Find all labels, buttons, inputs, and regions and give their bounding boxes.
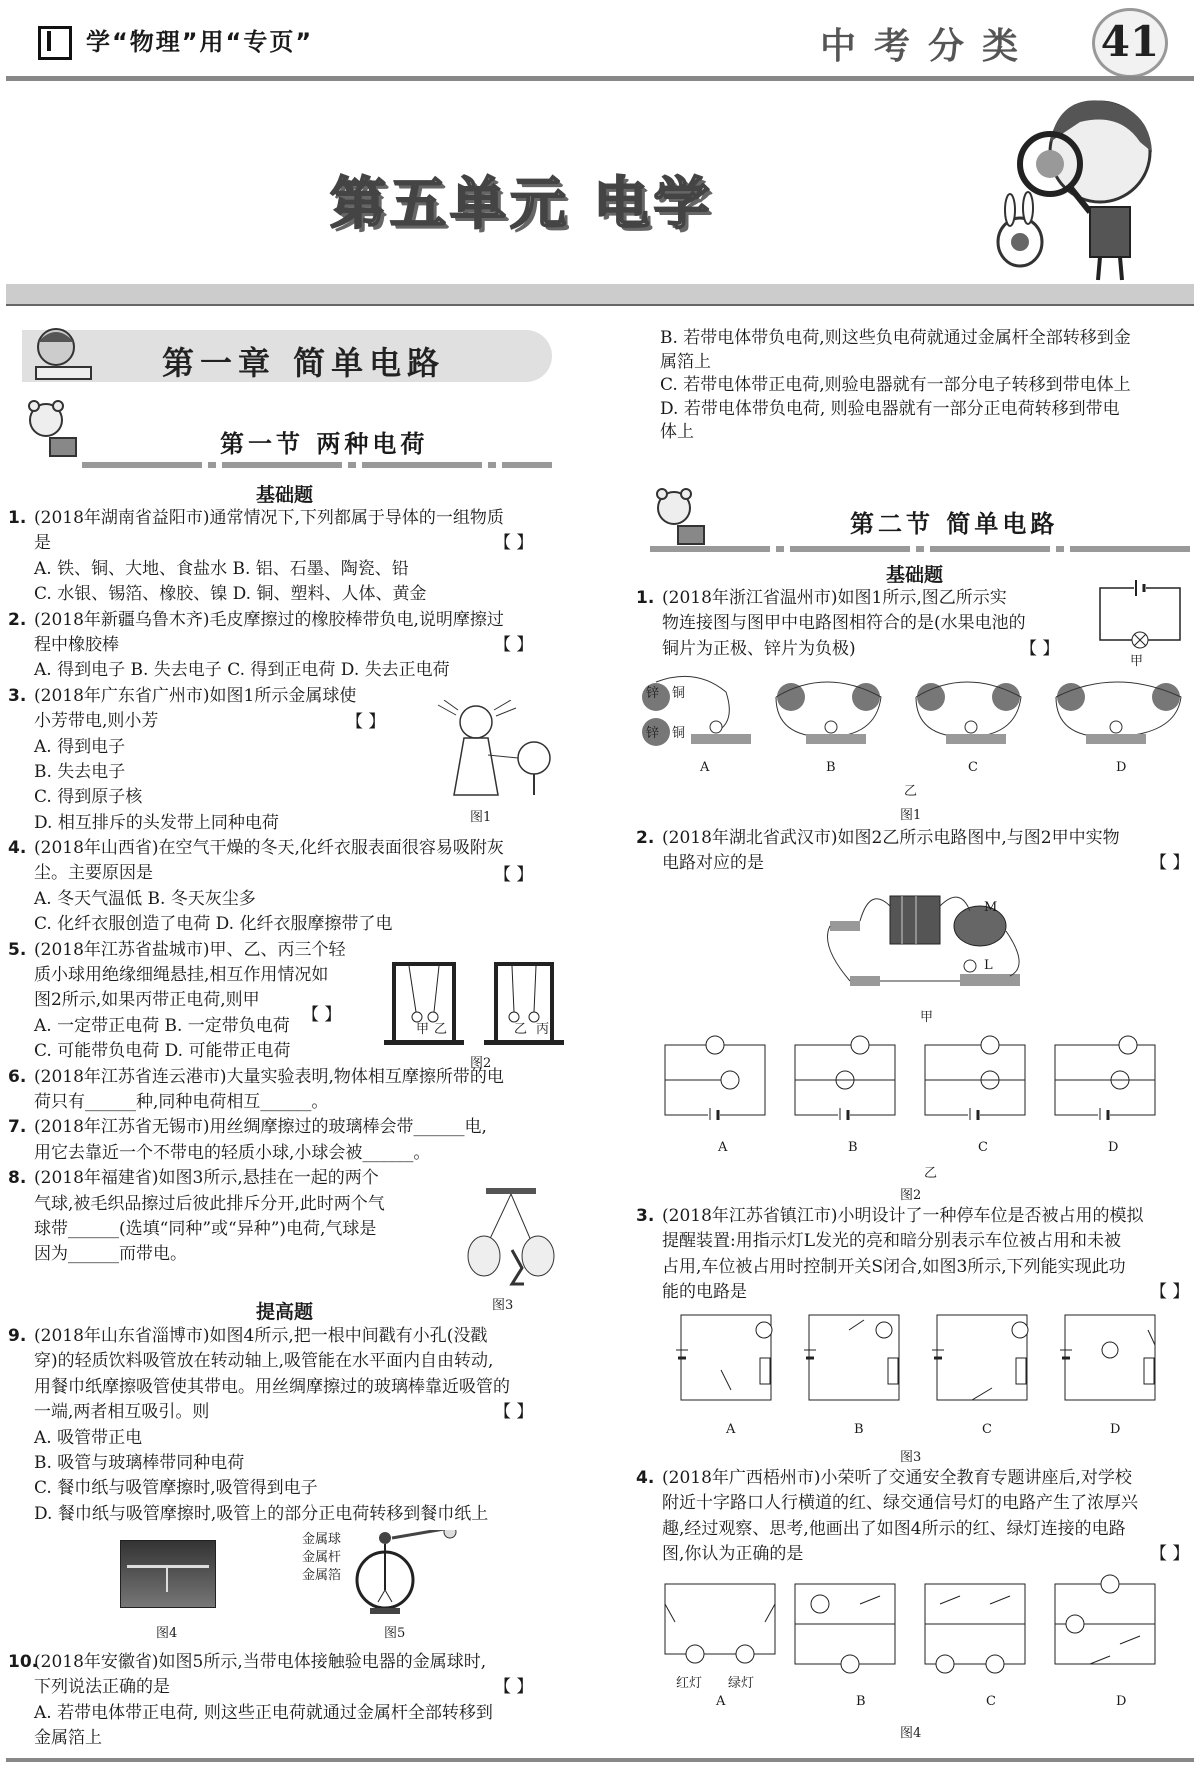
fig1-opt-C: C: [968, 760, 978, 775]
question-number: 9.: [8, 1326, 27, 1346]
text-line: [636, 1491, 1196, 1516]
rq1-bracket: 【 】: [1020, 639, 1060, 659]
fig4-caption-right: 图4: [900, 1726, 922, 1741]
text-line: [8, 1115, 568, 1140]
left-questions-block-3: [8, 1650, 568, 1752]
question-text: 铜片为正极、锌片为负极): [662, 638, 856, 659]
fig1-circuit-jia: [1090, 580, 1190, 650]
q10-bracket: 【 】: [494, 1677, 534, 1697]
question-text: 占用,车位被占用时控制开关S闭合,如图3所示,下列能实现此功: [662, 1256, 1126, 1277]
text-line: [8, 658, 568, 683]
book-logo-icon: [38, 26, 72, 60]
text-line: [8, 633, 568, 658]
rq2-bracket: 【 】: [1150, 853, 1190, 873]
text-line: [636, 1466, 1196, 1491]
header-right: 中考分类: [820, 26, 1037, 67]
fig4-opt-D: D: [1116, 1694, 1127, 1709]
question-text: 用它去靠近一个不带电的轻质小球,小球会被______。: [34, 1142, 431, 1163]
text-line: [636, 851, 1196, 876]
question-text: 图,你认为正确的是: [662, 1544, 804, 1565]
question-number: 1.: [8, 508, 27, 528]
question-text: (2018年新疆乌鲁木齐)毛皮摩擦过的橡胶棒带负电,说明摩擦过: [34, 609, 504, 630]
text-line: [8, 1451, 568, 1476]
text-line: [636, 826, 1196, 851]
question-text: 图2所示,如果丙带正电荷,则甲: [34, 990, 260, 1011]
question-text: C. 餐巾纸与吸管摩擦时,吸管得到电子: [34, 1478, 318, 1499]
fig1-fruit-circuits: [636, 672, 1196, 752]
text-line: D. 若带电体带负电荷, 则验电器就有一部分正电荷转移到带电: [660, 398, 1120, 419]
title-band: [6, 284, 1194, 306]
fig1-girl-ball: [436, 700, 556, 800]
reading-girl-icon: [26, 322, 106, 392]
question-text: 小芳带电,则小芳: [34, 711, 159, 732]
question-text: (2018年湖北省武汉市)如图2乙所示电路图中,与图2甲中实物: [662, 828, 1120, 848]
q4-bracket: 【 】: [494, 865, 534, 885]
question-number: 3.: [8, 685, 27, 706]
text-line: [8, 1400, 568, 1425]
question-text: 尘。主要原因是: [34, 863, 153, 884]
section1-title: 第一节 两种电荷: [220, 430, 429, 458]
question-text: B. 失去电子: [34, 761, 126, 782]
fig3-opt-C: C: [982, 1422, 992, 1437]
text-line: [8, 506, 568, 531]
bear-reading-icon-2: [648, 486, 708, 548]
text-line: [8, 1650, 568, 1675]
text-line: [8, 1141, 568, 1166]
question-text: 下列说法正确的是: [34, 1677, 170, 1698]
question-text: 穿)的轻质饮料吸管放在转动轴上,吸管能在水平面内自由转动,: [34, 1351, 494, 1372]
question-text: C. 化纤衣服创造了电荷 D. 化纤衣服摩擦带了电: [34, 914, 393, 935]
question-text: A. 一定带正电荷 B. 一定带负电荷: [34, 1015, 290, 1036]
copper-label-1: 铜: [672, 686, 686, 701]
text-line: [8, 1090, 568, 1115]
q2-bracket: 【 】: [494, 635, 534, 655]
fig1-jia-label: 甲: [1130, 654, 1144, 669]
cartoon-girl-icon: [980, 92, 1170, 292]
right-q3: [636, 1204, 1196, 1306]
q9-bracket: 【 】: [494, 1402, 534, 1422]
basic-label-2: 基础题: [886, 564, 944, 586]
chapter-title: 第一章 简单电路: [162, 344, 446, 382]
question-text: (2018年浙江省温州市)如图1所示,图乙所示实: [662, 588, 1007, 608]
rq3-bracket: 【 】: [1150, 1282, 1190, 1302]
unit-title: 第五单元 电学: [330, 172, 714, 237]
text-line: [636, 1517, 1196, 1542]
question-text: 附近十字路口人行横道的红、绿交通信号灯的电路产生了浓厚兴: [662, 1493, 1138, 1514]
question-text: 程中橡胶棒: [34, 634, 119, 655]
fig3-circuit-options: [676, 1310, 1176, 1410]
question-text: 趣,经过观察、思考,他画出了如图4所示的红、绿灯连接的电路: [662, 1518, 1126, 1539]
question-text: 是: [34, 533, 51, 554]
question-text: (2018年广西梧州市)小荣听了交通安全教育专题讲座后,对学校: [662, 1468, 1132, 1488]
question-text: C. 水银、锡箔、橡胶、镍 D. 铜、塑料、人体、黄金: [34, 584, 427, 605]
question-text: 用餐巾纸摩擦吸管使其带电。用丝绸摩擦过的玻璃棒靠近吸管的: [34, 1376, 510, 1397]
question-text: (2018年广东省广州市)如图1所示金属球使: [34, 685, 357, 706]
question-number: 8.: [8, 1168, 27, 1189]
fig1-caption-right: 图1: [900, 808, 922, 823]
question-text: 物连接图与图甲中电路图相符合的是(水果电池的: [662, 613, 1026, 634]
section1-rule: [82, 462, 552, 468]
copper-label-2: 铜: [672, 726, 686, 741]
fig3-caption-right: 图3: [900, 1450, 922, 1465]
text-line: [8, 912, 568, 937]
fig5-ball-label: 金属球: [302, 1532, 342, 1547]
fig3-opt-A: A: [726, 1422, 736, 1437]
fig4-opt-A: A: [716, 1694, 726, 1709]
text-line: C. 若带电体带正电荷,则验电器就有一部分电子转移到带电体上: [660, 375, 1131, 395]
fig4-caption-left: 图4: [156, 1626, 178, 1641]
question-text: A. 得到电子 B. 失去电子 C. 得到正电荷 D. 失去正电荷: [34, 660, 450, 681]
fig4-red-A: 红灯: [676, 1676, 703, 1691]
text-line: [636, 1229, 1196, 1254]
section2-rule: [650, 546, 1192, 552]
question-text: 质小球用绝缘细绳悬挂,相互作用情况如: [34, 965, 329, 986]
text-line: [8, 1701, 568, 1726]
question-text: B. 吸管与玻璃棒带同种电荷: [34, 1452, 245, 1473]
question-text: A. 得到电子: [34, 736, 126, 757]
zinc-label-1: 锌: [646, 686, 660, 701]
question-text: (2018年山东省淄博市)如图4所示,把一根中间戳有小孔(没戳: [34, 1326, 488, 1346]
fig2-jia: 甲: [416, 1022, 430, 1037]
question-number: 3.: [636, 1206, 655, 1226]
advanced-label: 提高题: [256, 1301, 314, 1323]
fig1-opt-D: D: [1116, 760, 1127, 775]
question-text: A. 吸管带正电: [34, 1427, 143, 1448]
fig2-opt-A: A: [718, 1140, 728, 1155]
fig2-bing: 丙: [536, 1022, 550, 1037]
fig2-L-label: L: [984, 958, 993, 973]
text-line: [8, 1726, 568, 1751]
question-text: (2018年江苏省连云港市)大量实验表明,物体相互摩擦所带的电: [34, 1066, 504, 1087]
fig2-caption-right: 图2: [900, 1188, 922, 1203]
fig1-opt-B: B: [826, 760, 836, 775]
question-number: 10.: [8, 1652, 39, 1672]
fig3-balloons: [466, 1188, 556, 1288]
question-text: 因为______而带电。: [34, 1244, 187, 1265]
text-line: [8, 531, 568, 556]
question-text: (2018年江苏省盐城市)甲、乙、丙三个轻: [34, 939, 346, 960]
fig2-circuit-options: [660, 1030, 1180, 1120]
fig2-opt-C: C: [978, 1140, 988, 1155]
question-text: 荷只有______种,同种电荷相互______。: [34, 1091, 329, 1112]
fig4-photo: [120, 1540, 216, 1608]
question-text: A. 铁、铜、大地、食盐水 B. 铝、石墨、陶瓷、铅: [34, 558, 409, 579]
basic-label-1: 基础题: [256, 484, 314, 506]
fig4-green-A: 绿灯: [728, 1676, 755, 1691]
text-line: [8, 861, 568, 886]
fig2-yi-2: 乙: [514, 1022, 528, 1037]
fig2-caption-left: 图2: [470, 1056, 492, 1071]
fig2-opt-D: D: [1108, 1140, 1119, 1155]
fig3-caption-left: 图3: [492, 1298, 514, 1313]
text-line: [8, 1502, 568, 1527]
text-line: [8, 1324, 568, 1349]
text-line: [8, 1426, 568, 1451]
question-text: (2018年福建省)如图3所示,悬挂在一起的两个: [34, 1168, 379, 1189]
question-number: 4.: [636, 1468, 655, 1488]
fig4-traffic-circuits: [660, 1574, 1180, 1674]
left-questions-block-2: [8, 1324, 568, 1527]
question-text: (2018年山西省)在空气干燥的冬天,化纤衣服表面很容易吸附灰: [34, 838, 504, 859]
question-text: 一端,两者相互吸引。则: [34, 1402, 210, 1423]
fig3-opt-B: B: [854, 1422, 864, 1437]
fig3-opt-D: D: [1110, 1422, 1121, 1437]
question-number: 5.: [8, 939, 27, 960]
question-text: 提醒装置:用指示灯L发光的亮和暗分别表示车位被占用和未被: [662, 1231, 1122, 1252]
question-text: 气球,被毛织品擦过后彼此排斥分开,此时两个气: [34, 1193, 385, 1214]
fig5-caption: 图5: [384, 1626, 406, 1641]
question-number: 6.: [8, 1066, 27, 1087]
question-number: 1.: [636, 588, 655, 608]
top-rule: [6, 76, 1194, 81]
fig2-real-circuit: [820, 886, 1030, 1006]
section2-title: 第二节 简单电路: [850, 510, 1059, 538]
fig2-opt-B: B: [848, 1140, 858, 1155]
left-questions-block: [8, 506, 568, 1268]
fig1-yi-label: 乙: [904, 784, 918, 799]
text-line: [8, 1675, 568, 1700]
text-line: [8, 1375, 568, 1400]
text-line: [8, 582, 568, 607]
rq4-bracket: 【 】: [1150, 1544, 1190, 1564]
text-line: [636, 1255, 1196, 1280]
text-line: [636, 1280, 1196, 1305]
page-number: 41: [1092, 8, 1168, 78]
text-line: 属箔上: [660, 351, 711, 372]
question-number: 2.: [636, 828, 655, 848]
text-line: 体上: [660, 422, 694, 442]
question-text: (2018年湖南省益阳市)通常情况下,下列都属于导体的一组物质: [34, 508, 504, 528]
header-left-text: 学“物理”用“专页”: [86, 28, 314, 56]
right-q2: [636, 826, 1196, 877]
fig2-jia-label: 甲: [920, 1010, 934, 1025]
bear-reading-icon: [20, 398, 80, 460]
fig2-M-label: M: [984, 900, 998, 915]
question-text: D. 相互排斥的头发带上同种电荷: [34, 812, 279, 833]
text-line: [8, 1476, 568, 1501]
question-text: D. 餐巾纸与吸管摩擦时,吸管上的部分正电荷转移到餐巾纸上: [34, 1503, 489, 1524]
fig4-opt-C: C: [986, 1694, 996, 1709]
zinc-label-2: 锌: [646, 726, 660, 741]
header-left: [38, 22, 313, 60]
question-number: 7.: [8, 1117, 27, 1138]
question-text: 能的电路是: [662, 1282, 747, 1303]
question-text: 球带______(选填“同种”或“异种”)电荷,气球是: [34, 1218, 377, 1239]
text-line: [636, 1542, 1196, 1567]
fig4-opt-B: B: [856, 1694, 866, 1709]
text-line: B. 若带电体带负电荷,则这些负电荷就通过金属杆全部转移到金: [660, 328, 1131, 348]
text-line: [8, 887, 568, 912]
text-line: [8, 836, 568, 861]
text-line: [8, 557, 568, 582]
fig2-yi-label: 乙: [924, 1166, 938, 1181]
right-top-block: [660, 326, 1200, 444]
question-text: 金属箔上: [34, 1728, 102, 1749]
question-number: 2.: [8, 609, 27, 630]
fig5-electroscope: [350, 1530, 460, 1620]
right-q4: [636, 1466, 1196, 1568]
text-line: [8, 1349, 568, 1374]
text-line: [636, 1204, 1196, 1229]
question-text: C. 得到原子核: [34, 787, 143, 808]
bottom-rule: [6, 1758, 1194, 1762]
q5-bracket: 【 】: [302, 1005, 342, 1025]
question-text: (2018年安徽省)如图5所示,当带电体接触验电器的金属球时,: [34, 1652, 487, 1672]
question-text: (2018年江苏省镇江市)小明设计了一种停车位是否被占用的模拟: [662, 1206, 1144, 1226]
question-text: (2018年江苏省无锡市)用丝绸摩擦过的玻璃棒会带______电,: [34, 1117, 487, 1138]
text-line: [8, 608, 568, 633]
question-number: 4.: [8, 838, 27, 859]
question-text: A. 冬天气温低 B. 冬天灰尘多: [34, 888, 256, 909]
question-text: A. 若带电体带正电荷, 则这些正电荷就通过金属杆全部转移到: [34, 1702, 493, 1723]
fig2-yi: 乙: [434, 1022, 448, 1037]
question-text: 电路对应的是: [662, 853, 764, 874]
fig5-rod-label: 金属杆: [302, 1550, 342, 1565]
fig1-opt-A: A: [700, 760, 710, 775]
question-text: C. 可能带负电荷 D. 可能带正电荷: [34, 1041, 291, 1062]
q3-bracket: 【 】: [346, 712, 386, 732]
fig5-foil-label: 金属箔: [302, 1568, 342, 1583]
q1-bracket: 【 】: [494, 533, 534, 553]
fig1-caption-left: 图1: [470, 810, 492, 825]
